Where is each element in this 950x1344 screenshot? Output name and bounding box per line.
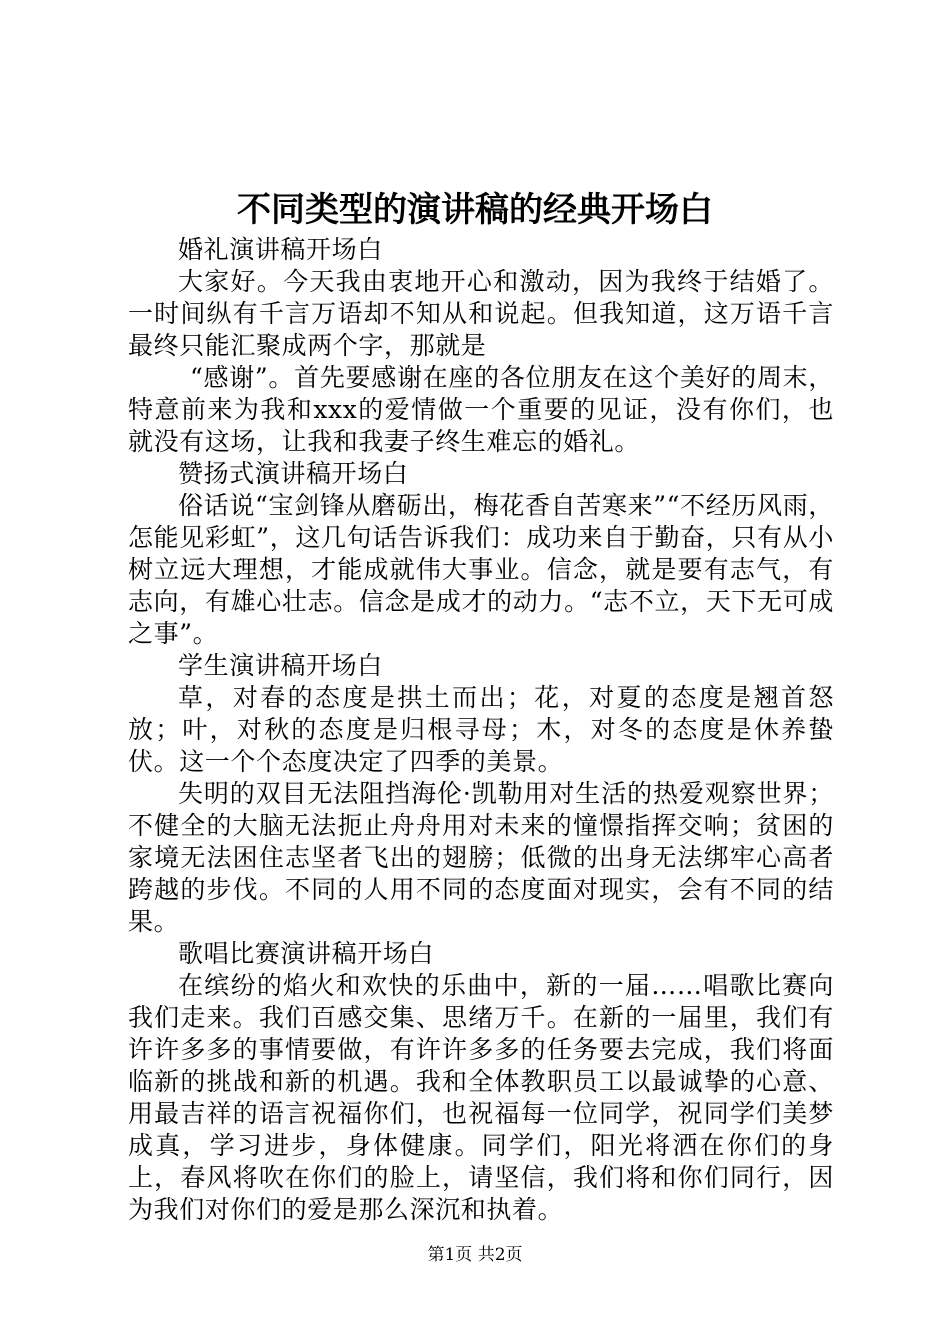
document-body: [128, 234, 834, 1226]
paragraph-student-2: 失明的双目无法阻挡海伦·凯勒用对生活的热爱观察世界；不健全的大脑无法扼止舟舟用对未来的憧憬指挥交响；贫困的家境无法困住志坚者飞出的翅膀；低微的出身无法绑牢心高者跨越的步伐。不同的人用不同的态度面对现实，会有不同的结果。: [128, 779, 834, 936]
section-heading-singing: 歌唱比赛演讲稿开场白: [178, 939, 435, 968]
paragraph-wedding-2: “感谢”。首先要感谢在座的各位朋友在这个美好的周末，特意前来为我和xxx的爱情做一个重要的见证，没有你们，也就没有这场，让我和我妻子终生难忘的婚礼。: [128, 363, 834, 456]
section-heading-student: 学生演讲稿开场白: [178, 651, 383, 680]
paragraph-singing: 在缤纷的焰火和欢快的乐曲中，新的一届……唱歌比赛向我们走来。我们百感交集、思绪万千。在新的一届里，我们有许许多多的事情要做，有许许多多的任务要去完成，我们将面临新的挑战和新的机遇。我和全体教职员工以最诚挚的心意、用最吉祥的语言祝福你们，也祝福每一位同学，祝同学们美梦成真，学习进步，身体健康。同学们，阳光将洒在你们的身上，春风将吹在你们的脸上，请坚信，我们将和你们同行，因为我们对你们的爱是那么深沉和执着。: [128, 971, 834, 1224]
section-heading-wedding: 婚礼演讲稿开场白: [178, 235, 383, 264]
page-number-footer: 第1页 共2页: [427, 1245, 523, 1265]
document-title: 不同类型的演讲稿的经典开场白: [237, 190, 713, 230]
paragraph-wedding-1: 大家好。今天我由衷地开心和激动，因为我终于结婚了。一时间纵有千言万语却不知从和说起。但我知道，这万语千言最终只能汇聚成两个字，那就是: [128, 267, 834, 360]
paragraph-student-1: 草，对春的态度是拱土而出；花，对夏的态度是翘首怒放；叶，对秋的态度是归根寻母；木，对冬的态度是休养蛰伏。这一个个态度决定了四季的美景。: [128, 683, 834, 776]
section-heading-praise: 赞扬式演讲稿开场白: [178, 459, 409, 488]
paragraph-praise: 俗话说“宝剑锋从磨砺出，梅花香自苦寒来”“不经历风雨，怎能见彩虹”，这几句话告诉我们：成功来自于勤奋，只有从小树立远大理想，才能成就伟大事业。信念，就是要有志气，有志向，有雄心壮志。信念是成才的动力。“志不立，天下无可成之事”。: [128, 491, 834, 648]
